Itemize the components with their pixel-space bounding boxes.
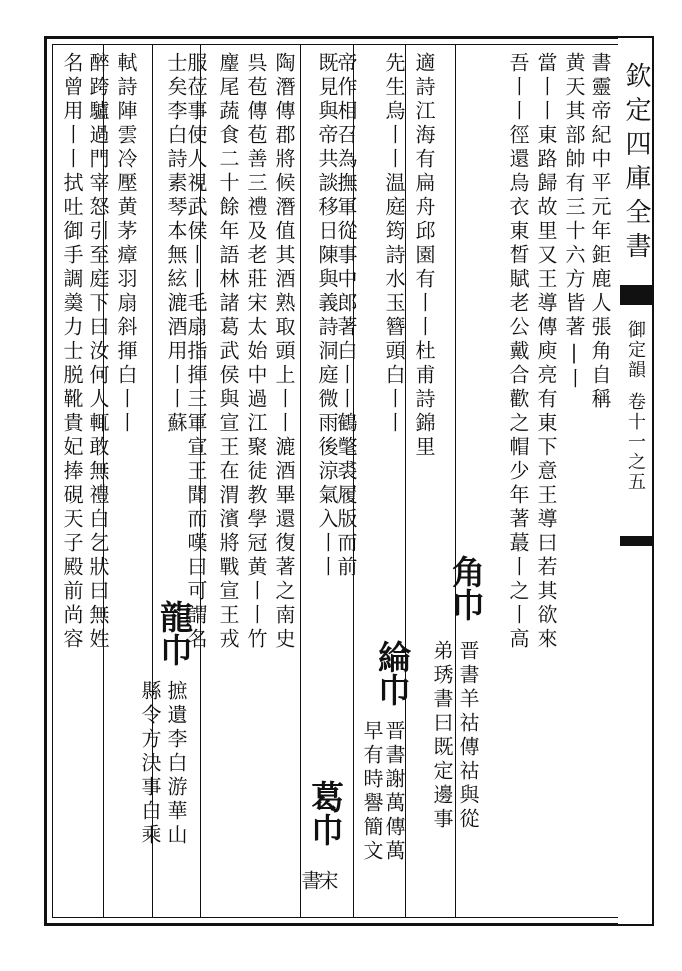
text-column: 陶潛傳郡將候潛值其酒熟取頭上丨丨漉酒畢還復著之南史 [272, 52, 296, 652]
text-column: 名曾用丨丨拭吐御手調羮力士脱靴貴妃捧硯天子殿前尚容 [60, 52, 84, 652]
text-column: 晋書羊祜傳祜與從 [456, 640, 480, 832]
entry-heading: 綸巾 [373, 640, 412, 706]
fishtail-mark-lower [620, 536, 652, 546]
text-column: 縣令方決事白乘 [138, 680, 162, 848]
text-column: 呉苞傳苞善三禮及老莊宋太始中過江聚徒教學冠黄丨丨竹 [244, 52, 268, 652]
text-column: 黄天其部帥有三十六方皆著|丨 [562, 52, 586, 392]
text-column: 吾丨丨徑還烏衣東晳賦老公戴合歡之帽少年著蕞丨之丨高 [506, 52, 530, 652]
text-column: 宋 [315, 870, 339, 894]
text-column: 先生烏丨丨温庭筠詩水玉簪頭白丨丨 [382, 52, 406, 436]
text-column: 早有時譽簡文 [360, 720, 384, 864]
text-column: 服莅事使人視武侯丨丨毛扇指揮三軍宣王聞而嘆曰可謂名 [184, 52, 208, 652]
text-column: 軾詩陣雲冷壓黄茅瘴羽扇斜揮白丨丨 [114, 52, 138, 436]
book-title: 欽定四庫全書 [621, 62, 651, 266]
entry-heading: 龍巾 [155, 600, 194, 666]
text-column: 書靈帝紀中平元年鉅鹿人張角自稱 [588, 52, 612, 412]
entry-heading: 葛巾 [306, 780, 345, 846]
text-column: 弟琇書曰既定邊事 [430, 640, 454, 832]
text-column: 醉跨驢過門宰怒引至庭下曰汝何人輒敢無禮白乞狀曰無姓 [86, 52, 110, 652]
text-column: 摭遺李白游華山 [164, 680, 188, 848]
section-label: 御定韻 [625, 320, 646, 380]
volume-label: 卷十一之五 [625, 392, 646, 492]
text-column: 麈尾蔬食二十餘年語林諸葛武侯與宣王在渭濱將戰宣王戎 [216, 52, 240, 652]
entry-heading: 角巾 [447, 555, 486, 621]
text-column: 帝作相召為撫軍從事中郎著白丨丨鶴氅裘履版而前 [334, 52, 358, 580]
text-column: 當丨丨東路歸故里又王導傳庾亮有東下意王導曰若其欲來 [534, 52, 558, 652]
fishtail-mark [620, 285, 652, 305]
text-column: 適詩江海有扁舟邱園有丨丨杜甫詩錦里 [412, 52, 436, 460]
text-column: 晋書謝萬傳萬 [382, 720, 406, 864]
text-column: 士矣李白詩素琴本無絃漉酒用丨丨蘇 [164, 52, 188, 436]
column-rule [300, 44, 301, 918]
text-column: 既見與帝共談移日陳與義詩洞庭微雨後涼氣入丨丨 [315, 52, 339, 580]
text-column: 書 [298, 870, 322, 894]
